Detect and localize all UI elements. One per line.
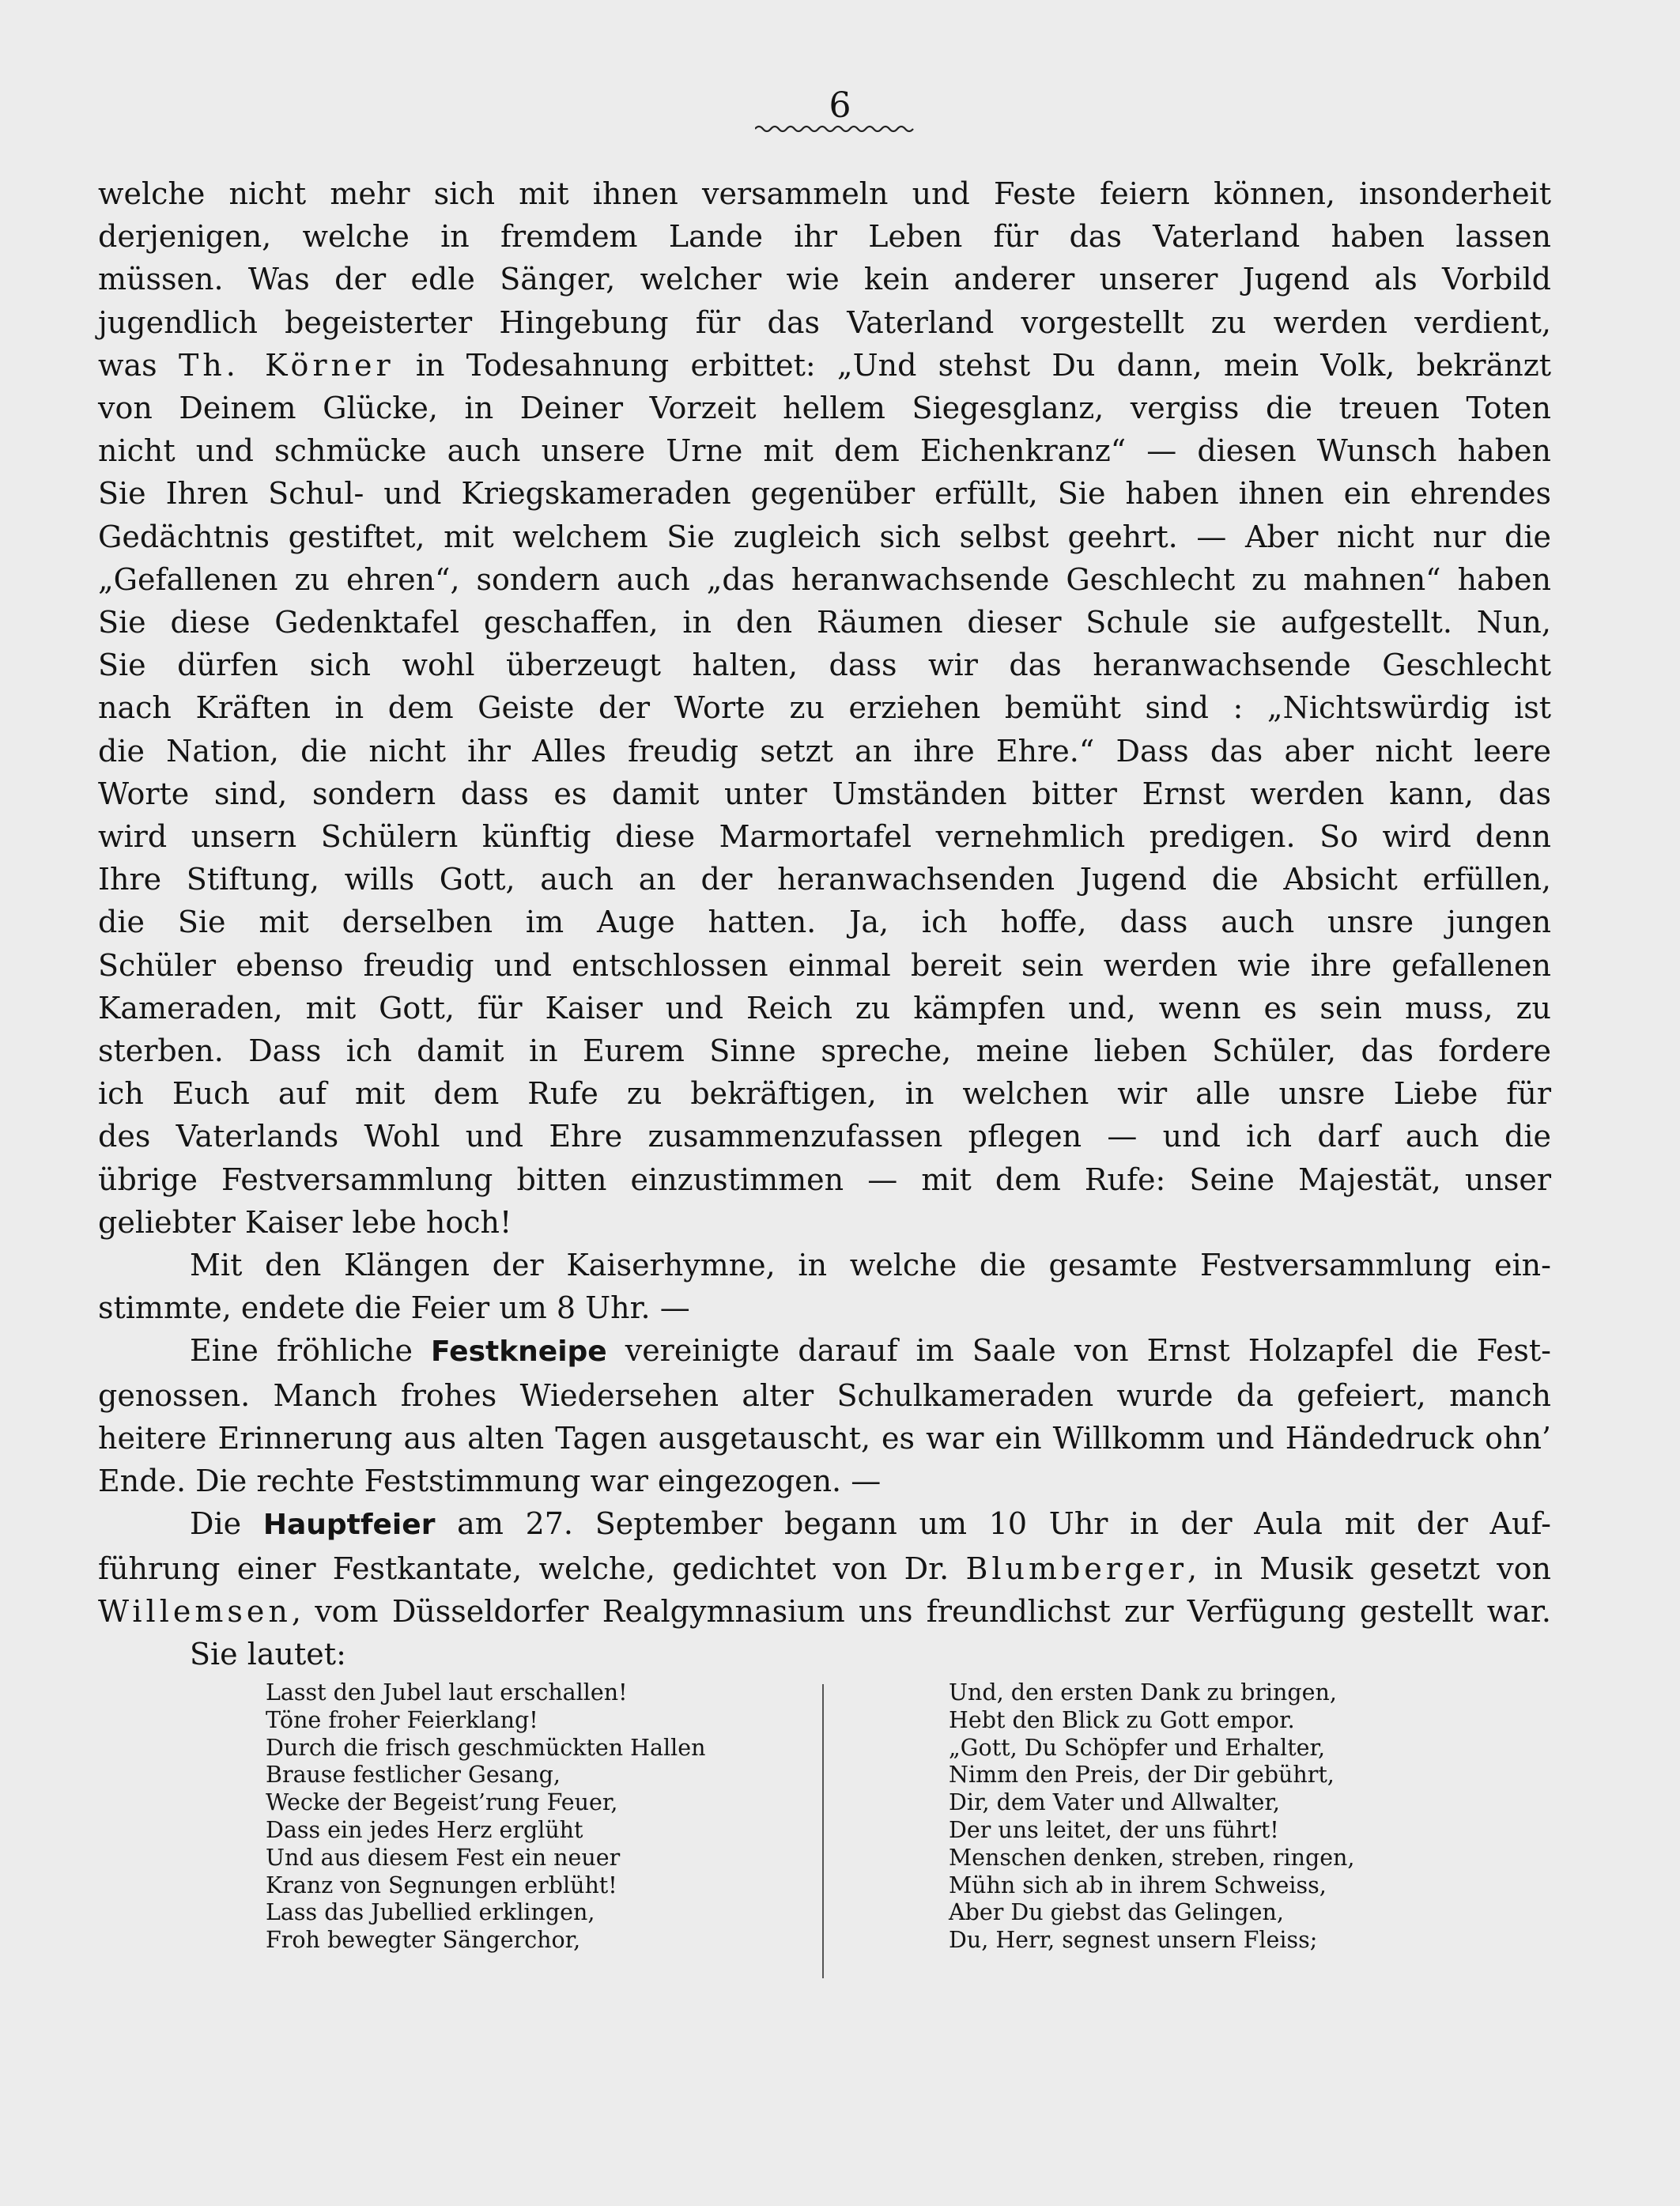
- text-line: Worte sind, sondern dass es damit unter Umständen bitter Ernst werden kann, das: [98, 776, 1551, 811]
- text-line: wird unsern Schülern künftig diese Marmortafel vernehmlich predigen. So wird denn: [98, 819, 1551, 855]
- verse-line: Aber Du giebst das Gelingen,: [949, 1899, 1284, 1926]
- text-line: Kameraden, mit Gott, für Kaiser und Reich zu kämpfen und, wenn es sein muss, zu: [98, 990, 1551, 1026]
- text-line: stimmte, endete die Feier um 8 Uhr. —: [98, 1290, 690, 1326]
- verse-line: Und, den ersten Dank zu bringen,: [949, 1679, 1337, 1705]
- text-line: die Nation, die nicht ihr Alles freudig setzt an ihre Ehre.“ Dass das aber nicht leere: [98, 733, 1551, 769]
- text-line: jugendlich begeisterter Hingebung für das Vaterland vorgestellt zu werden verdient,: [98, 304, 1551, 340]
- column-divider: [822, 1684, 824, 1978]
- verse-line: Kranz von Segnungen erblüht!: [266, 1872, 617, 1898]
- text-line: übrige Festversammlung bitten einzustimmen — mit dem Rufe: Seine Majestät, unser: [98, 1162, 1551, 1197]
- text-line: Sie dürfen sich wohl überzeugt halten, dass wir das heranwachsende Geschlecht: [98, 648, 1551, 683]
- text-line: Schüler ebenso freudig und entschlossen einmal bereit sein werden wie ihre gefallenen: [98, 947, 1551, 983]
- text-line: Gedächtnis gestiftet, mit welchem Sie zugleich sich selbst geehrt. — Aber nicht nur die: [98, 519, 1551, 554]
- verse-line: Dir, dem Vater und Allwalter,: [949, 1789, 1280, 1816]
- verse-line: Mühn sich ab in ihrem Schweiss,: [949, 1872, 1327, 1898]
- text-line: Mit den Klängen der Kaiserhymne, in welche die gesamte Festversammlung ein-: [190, 1248, 1551, 1283]
- text-line: derjenigen, welche in fremdem Lande ihr Leben für das Vaterland haben lassen: [98, 219, 1551, 255]
- text-line: „Gefallenen zu ehren“, sondern auch „das heranwachsende Geschlecht zu mahnen“ haben: [98, 561, 1551, 597]
- verse-line: Töne froher Feierklang!: [266, 1706, 538, 1733]
- verse-line: Nimm den Preis, der Dir gebührt,: [949, 1762, 1335, 1789]
- verse-line: Und aus diesem Fest ein neuer: [266, 1844, 621, 1871]
- verse-line: Durch die frisch geschmückten Hallen: [266, 1734, 706, 1761]
- verse-line: Froh bewegter Sängerchor,: [266, 1927, 581, 1954]
- text-line: die Sie mit derselben im Auge hatten. Ja, ich hoffe, dass auch unsre jungen: [98, 905, 1551, 940]
- text-line: des Vaterlands Wohl und Ehre zusammenzufassen pflegen — und ich darf auch die: [98, 1119, 1551, 1154]
- verse-line: Wecke der Begeist’rung Feuer,: [266, 1789, 618, 1816]
- verse-line: Lasst den Jubel laut erschallen!: [266, 1679, 628, 1705]
- text-line: Ende. Die rechte Feststimmung war eingezogen. —: [98, 1464, 882, 1499]
- page-number: 6: [829, 85, 851, 126]
- text-line: Sie lautet:: [190, 1636, 346, 1671]
- spaced-name-koerner: Th. Körner: [178, 347, 395, 383]
- verse-line: Menschen denken, streben, ringen,: [949, 1844, 1355, 1871]
- text-line: Willemsen, vom Düsseldorfer Realgymnasium uns freundlichst zur Verfügung gestellt war.: [98, 1593, 1551, 1629]
- text-line: nach Kräften in dem Geiste der Worte zu erziehen bemüht sind : „Nichtswürdig ist: [98, 690, 1551, 726]
- cantata-verses: [253, 1679, 1407, 1988]
- text-line: sterben. Dass ich damit in Eurem Sinne spreche, meine lieben Schüler, das fordere: [98, 1033, 1551, 1069]
- bold-term-festkneipe: Festkneipe: [431, 1335, 607, 1369]
- verse-line: Brause festlicher Gesang,: [266, 1762, 561, 1789]
- text-line: von Deinem Glücke, in Deiner Vorzeit hellem Siegesglanz, vergiss die treuen Toten: [98, 391, 1551, 426]
- text-line: nicht und schmücke auch unsere Urne mit dem Eichenkranz“ — diesen Wunsch haben: [98, 433, 1551, 469]
- spaced-name-willemsen: Willemsen: [98, 1593, 292, 1629]
- text-line: welche nicht mehr sich mit ihnen versammeln und Feste feiern können, insonderheit: [98, 176, 1551, 211]
- verse-line: Der uns leitet, der uns führt!: [949, 1816, 1279, 1843]
- body-text: [98, 172, 1551, 1675]
- verse-line: Du, Herr, segnest unsern Fleiss;: [949, 1927, 1318, 1954]
- text-line: Ihre Stiftung, wills Gott, auch an der heranwachsenden Jugend die Absicht erfüllen,: [98, 862, 1551, 897]
- text-line: Die Hauptfeier am 27. September begann um 10 Uhr in der Aula mit der Auf-: [190, 1506, 1552, 1542]
- verse-line: Dass ein jedes Herz erglüht: [266, 1816, 583, 1843]
- text-line: Eine fröhliche Festkneipe vereinigte darauf im Saale von Ernst Holzapfel die Fest-: [190, 1333, 1551, 1369]
- text-line: Sie diese Gedenktafel geschaffen, in den Räumen dieser Schule sie aufgestellt. Nun,: [98, 605, 1551, 640]
- text-line: Sie Ihren Schul- und Kriegskameraden gegenüber erfüllt, Sie haben ihnen ein ehrendes: [98, 476, 1551, 512]
- bold-term-hauptfeier: Hauptfeier: [262, 1509, 436, 1542]
- text-line: ich Euch auf mit dem Rufe zu bekräftigen, in welchen wir alle unsre Liebe für: [98, 1076, 1551, 1112]
- cantata-right-column: [949, 1679, 1354, 1955]
- text-line: führung einer Festkantate, welche, gedichtet von Dr. Blumberger, in Musik gesetzt von: [98, 1551, 1551, 1586]
- verse-line: „Gott, Du Schöpfer und Erhalter,: [949, 1734, 1326, 1761]
- text-line: geliebter Kaiser lebe hoch!: [98, 1204, 512, 1240]
- verse-line: Lass das Jubellied erklingen,: [266, 1899, 595, 1926]
- text-line: müssen. Was der edle Sänger, welcher wie kein anderer unserer Jugend als Vorbild: [98, 262, 1551, 297]
- wavy-rule-ornament: [755, 123, 917, 135]
- text-line: was Th. Körner in Todesahnung erbittet: „Und stehst Du dann, mein Volk, bekränzt: [98, 347, 1552, 383]
- text-line: heitere Erinnerung aus alten Tagen ausgetauscht, es war ein Willkomm und Händedruck ohn’: [98, 1420, 1551, 1456]
- verse-line: Hebt den Blick zu Gott empor.: [949, 1706, 1295, 1733]
- spaced-name-blumberger: Blumberger: [965, 1551, 1187, 1586]
- text-line: genossen. Manch frohes Wiedersehen alter Schulkameraden wurde da gefeiert, manch: [98, 1377, 1551, 1413]
- cantata-left-column: [266, 1679, 705, 1955]
